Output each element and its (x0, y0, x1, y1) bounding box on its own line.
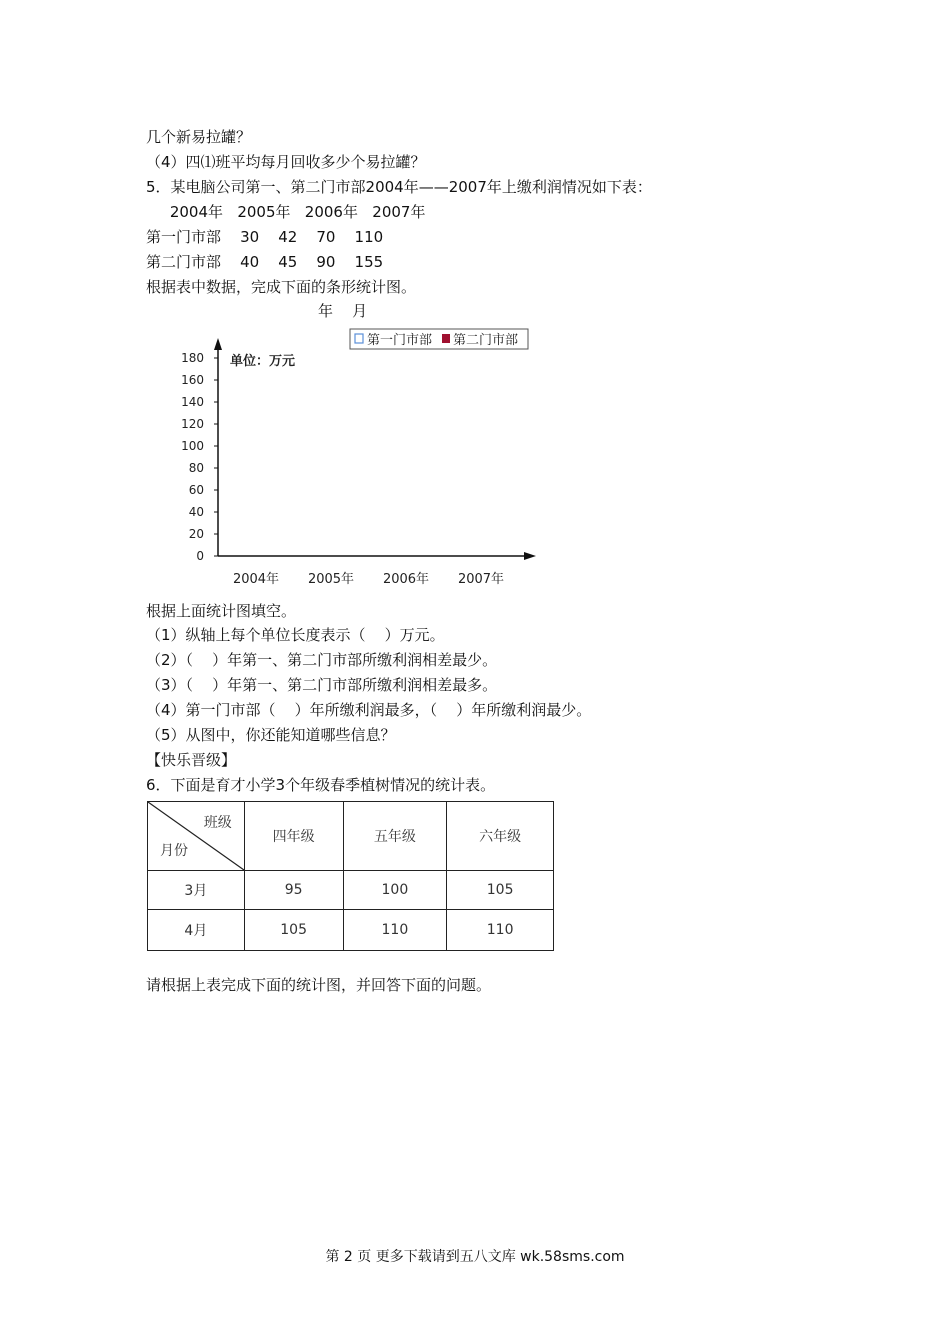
y-tick-label: 160 (181, 373, 204, 387)
header-class: 班级 (203, 815, 232, 831)
bar-chart (146, 322, 594, 594)
table-header-row (148, 802, 554, 871)
data-row-store-2: 第二门市部 40 45 90 155 (146, 253, 384, 271)
y-tick-label: 180 (181, 351, 204, 365)
column-header: 六年级 (447, 802, 554, 871)
legend-swatch-store-2 (442, 334, 450, 343)
row-label: 3月 (148, 871, 245, 910)
question-3: （3）（ ）年第一、第二门市部所缴利润相差最多。 (146, 676, 498, 694)
legend-swatch-store-1 (355, 334, 363, 343)
x-category-label: 2005年 (307, 572, 355, 587)
unit-label: 单位：万元 (230, 354, 296, 369)
date-line: 年 月 (318, 302, 368, 320)
header-month: 月份 (160, 843, 188, 859)
y-tick-label: 0 (196, 549, 204, 563)
y-tick-label: 60 (188, 483, 204, 497)
diagonal-header-cell (148, 802, 245, 871)
y-tick-label: 40 (188, 505, 204, 519)
fill-in-intro: 根据上面统计图填空。 (146, 602, 297, 620)
x-axis-arrow (524, 552, 536, 560)
column-header: 五年级 (343, 802, 447, 871)
table-cell: 105 (447, 871, 554, 910)
question-5-intro: 5．某电脑公司第一、第二门市部2004年——2007年上缴利润情况如下表： (146, 178, 652, 196)
table-cell: 105 (244, 910, 343, 951)
question-1: （1）纵轴上每个单位长度表示（ ）万元。 (146, 626, 445, 644)
question-6-intro: 6．下面是育才小学3个年级春季植树情况的统计表。 (146, 776, 496, 794)
question-5: （5）从图中，你还能知道哪些信息？ (146, 726, 396, 744)
text-line-1: 几个新易拉罐？ (146, 128, 252, 146)
section-heading: 【快乐晋级】 (146, 751, 237, 769)
question-2: （2）（ ）年第一、第二门市部所缴利润相差最少。 (146, 651, 498, 669)
column-header: 四年级 (244, 802, 343, 871)
y-tick-label: 80 (188, 461, 204, 475)
x-category-label: 2006年 (382, 572, 430, 587)
table-cell: 95 (244, 871, 343, 910)
instruction-text: 根据表中数据，完成下面的条形统计图。 (146, 278, 417, 296)
table-row (148, 871, 554, 910)
question-6-instruction: 请根据上表完成下面的统计图，并回答下面的问题。 (146, 976, 492, 994)
table-cell: 110 (447, 910, 554, 951)
text-line-2: （4）四⑴班平均每月回收多少个易拉罐？ (146, 153, 426, 171)
legend-label-store-1: 第一门市部 (367, 333, 433, 348)
data-row-store-1: 第一门市部 30 42 70 110 (146, 228, 384, 246)
table-cell: 110 (343, 910, 447, 951)
y-tick-label: 140 (181, 395, 204, 409)
x-category-label: 2007年 (457, 572, 505, 587)
row-label: 4月 (148, 910, 245, 951)
bar-chart-svg (146, 322, 594, 594)
y-tick-label: 100 (181, 439, 204, 453)
x-category-label: 2004年 (232, 572, 280, 587)
y-tick-label: 20 (188, 527, 204, 541)
table-cell: 100 (343, 871, 447, 910)
data-header-row: 2004年 2005年 2006年 2007年 (146, 203, 426, 221)
y-axis-arrow (214, 338, 222, 350)
y-tick-label: 120 (181, 417, 204, 431)
tree-planting-table (147, 801, 554, 951)
question-4: （4）第一门市部（ ）年所缴利润最多，（ ）年所缴利润最少。 (146, 701, 592, 719)
table-row (148, 910, 554, 951)
legend-label-store-2: 第二门市部 (453, 333, 519, 348)
page-footer: 第 2 页 更多下载请到五八文库 wk.58sms.com (325, 1249, 625, 1265)
